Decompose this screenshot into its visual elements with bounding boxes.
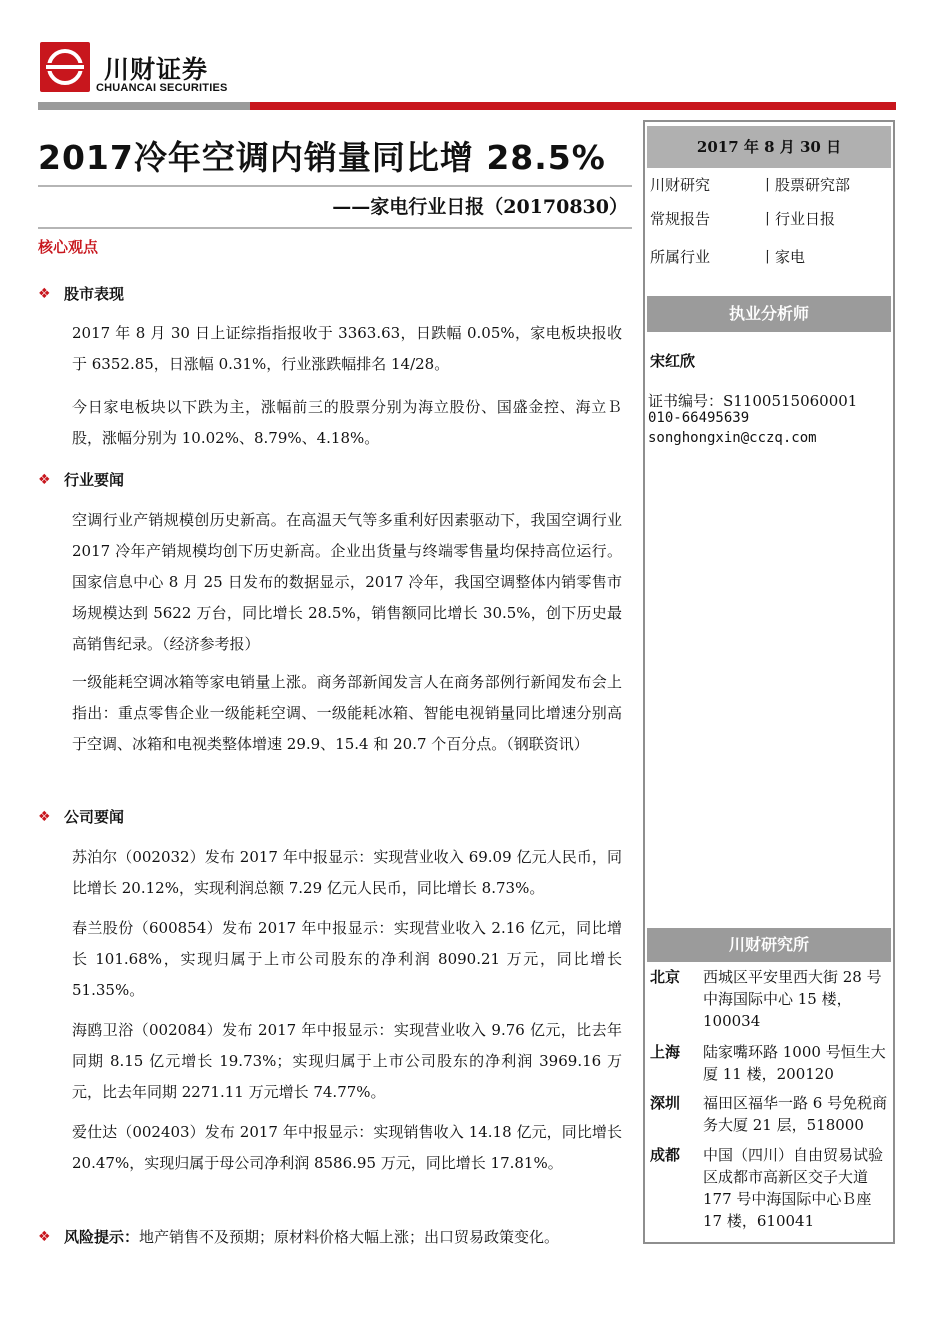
logo-emblem-icon: [40, 42, 90, 92]
office-city: 成都: [650, 1146, 681, 1164]
core-view-label: 核心观点: [38, 238, 99, 256]
certificate-number: 证书编号：S1100515060001: [648, 392, 858, 410]
sidebar-row-value: 丨家电: [760, 248, 806, 266]
report-title: 2017冷年空调内销量同比增 28.5%: [38, 138, 606, 177]
market-paragraph-1: 2017 年 8 月 30 日上证综指指报收于 3363.63，日跌幅 0.05%，家电板块报收于 6352.85，日涨幅 0.31%，行业涨跌幅排名 14/28。: [72, 324, 622, 373]
company-paragraph-2: 春兰股份（600854）发布 2017 年中报显示：实现营业收入 2.16 亿元，同比增长 101.68%，实现归属于上市公司股东的净利润 8090.21 万元，同比增长 51.35%。: [72, 919, 622, 999]
office-address: 中国（四川）自由贸易试验区成都市高新区交子大道 177 号中海国际中心Ｂ座 17 楼，610041: [703, 1146, 884, 1230]
sidebar-row-key: 川财研究: [650, 176, 711, 194]
institute-header: 川财研究所: [647, 928, 891, 962]
company-logo: [40, 42, 90, 92]
sidebar-row-key: 常规报告: [650, 210, 711, 228]
office-city: 北京: [650, 968, 681, 986]
header-bar-gray: [38, 102, 250, 110]
analyst-header: 执业分析师: [647, 296, 891, 332]
subtitle-divider: [38, 227, 632, 229]
sidebar-row-value: 丨行业日报: [760, 210, 836, 228]
logo-chinese-name: 川财证券: [104, 55, 209, 84]
title-divider: [38, 185, 632, 187]
section-company-heading: [38, 806, 124, 827]
analyst-name: 宋红欣: [650, 352, 696, 370]
section-market-heading: [38, 283, 124, 304]
company-paragraph-1: 苏泊尔（002032）发布 2017 年中报显示：实现营业收入 69.09 亿元人民币，同比增长 20.12%，实现利润总额 7.29 亿元人民币，同比增长 8.73%。: [72, 848, 622, 897]
company-paragraph-3: 海鸥卫浴（002084）发布 2017 年中报显示：实现营业收入 9.76 亿元，比去年同期 8.15 亿元增长 19.73%；实现归属于上市公司股东的净利润 3969.16 万元，比去年同期 2271.11 万元增长 74.77%。: [72, 1021, 622, 1101]
office-address: 陆家嘴环路 1000 号恒生大厦 11 楼，200120: [703, 1043, 886, 1083]
office-address: 福田区福华一路 6 号免税商务大厦 21 层，518000: [703, 1094, 888, 1134]
section-industry-title: 行业要闻: [64, 471, 125, 489]
diamond-bullet-icon: ❖: [38, 471, 51, 488]
section-company-title: 公司要闻: [64, 808, 125, 826]
company-paragraph-4: 爱仕达（002403）发布 2017 年中报显示：实现销售收入 14.18 亿元，同比增长 20.47%，实现归属于母公司净利润 8586.95 万元，同比增长 17.81%。: [72, 1123, 622, 1172]
industry-paragraph-1: 空调行业产销规模创历史新高。在高温天气等多重利好因素驱动下，我国空调行业 2017 冷年产销规模均创下历史新高。企业出货量与终端零售量均保持高位运行。国家信息中心 8 月 25 日发布的数据显示，2017 冷年，我国空调整体内销零售市场规模达到 5622 万台，同比增长 28.5%，销售额同比增长 30.5%，创下历史最高销售纪录。（经济参考报）: [72, 511, 622, 653]
diamond-bullet-icon: ❖: [38, 285, 51, 302]
risk-warning: [38, 1226, 559, 1247]
office-city: 深圳: [650, 1094, 681, 1112]
market-paragraph-2: 今日家电板块以下跌为主，涨幅前三的股票分别为海立股份、国盛金控、海立Ｂ股，涨幅分别为 10.02%、8.79%、4.18%。: [72, 398, 622, 447]
header-bar-red: [250, 102, 896, 110]
report-subtitle: ——家电行业日报（20170830）: [332, 196, 628, 218]
sidebar-row-key: 所属行业: [650, 248, 711, 266]
report-date: 2017 年 8 月 30 日: [647, 126, 891, 168]
risk-label: 风险提示：: [64, 1228, 140, 1246]
risk-text: 地产销售不及预期；原材料价格大幅上涨；出口贸易政策变化。: [139, 1228, 560, 1246]
office-address: 西城区平安里西大街 28 号中海国际中心 15 楼，100034: [703, 968, 882, 1030]
analyst-email[interactable]: songhongxin@cczq.com: [648, 430, 817, 446]
diamond-bullet-icon: ❖: [38, 1228, 51, 1245]
section-industry-heading: [38, 469, 124, 490]
analyst-phone: 010-66495639: [648, 410, 750, 426]
industry-paragraph-2: 一级能耗空调冰箱等家电销量上涨。商务部新闻发言人在商务部例行新闻发布会上指出：重点零售企业一级能耗空调、一级能耗冰箱、智能电视销量同比增速分别高于空调、冰箱和电视类整体增速 29.9、15.4 和 20.7 个百分点。（钢联资讯）: [72, 673, 622, 753]
diamond-bullet-icon: ❖: [38, 808, 51, 825]
logo-english-name: CHUANCAI SECURITIES: [96, 82, 228, 94]
office-city: 上海: [650, 1043, 681, 1061]
sidebar-row-value: 丨股票研究部: [760, 176, 851, 194]
section-market-title: 股市表现: [64, 285, 125, 303]
